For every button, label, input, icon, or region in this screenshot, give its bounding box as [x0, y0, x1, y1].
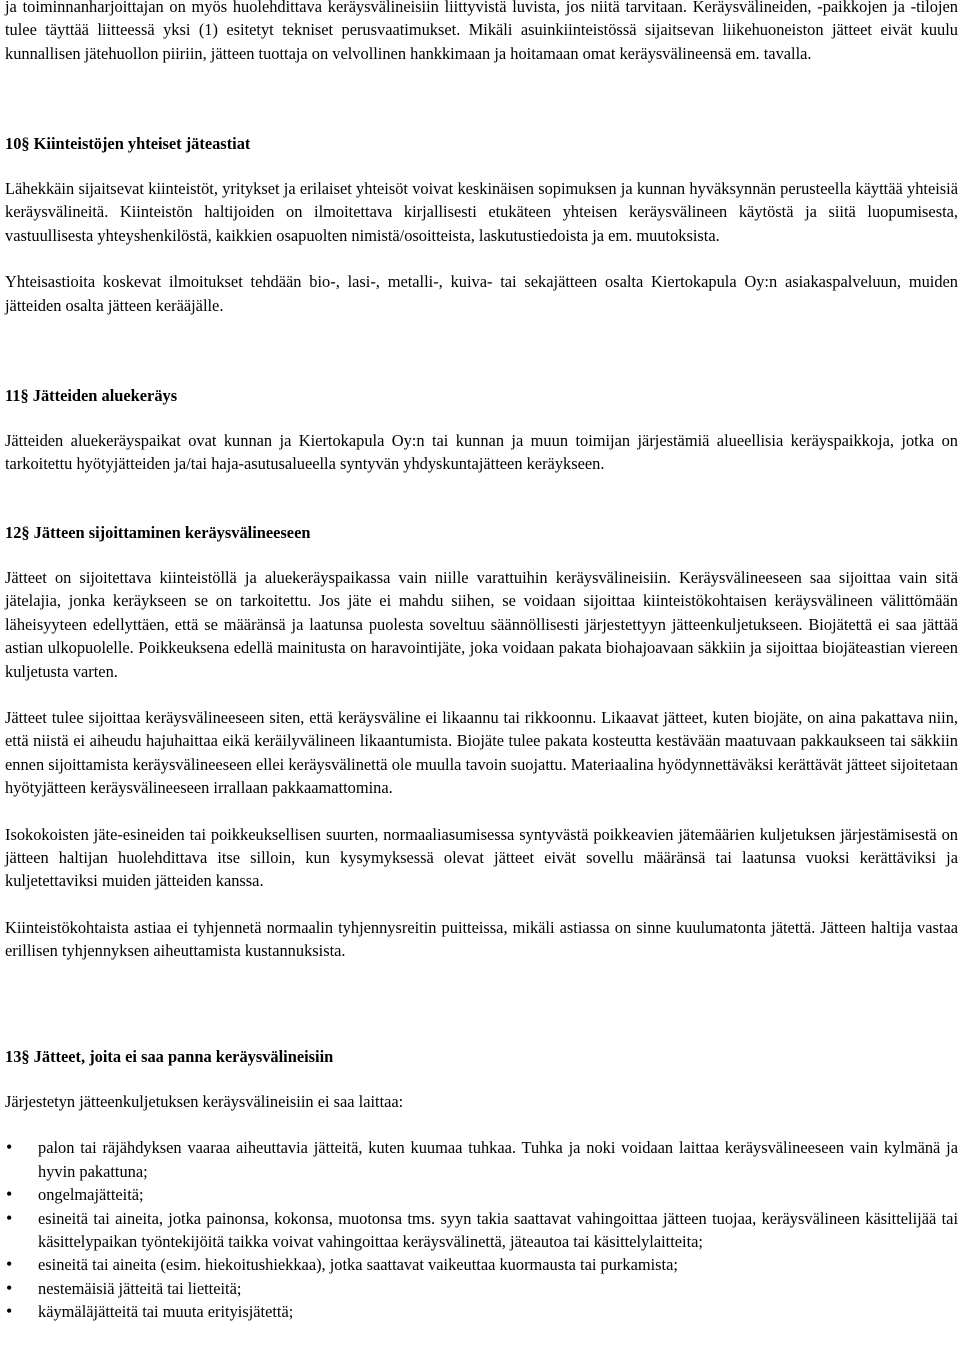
section-12-heading: 12§ Jätteen sijoittaminen keräysvälineeseen [5, 523, 311, 542]
section-13-intro: Järjestetyn jätteenkuljetuksen keräysvälineisiin ei saa laittaa: [5, 1092, 404, 1111]
section-13-heading: 13§ Jätteet, joita ei saa panna keräysvälineisiin [5, 1047, 334, 1066]
section-12-paragraph-2: Jätteet tulee sijoittaa keräysvälineeseen siten, että keräysväline ei likaannu tai rikkoonnu. Likaavat jätteet, kuten biojäte, on aina pakattava niin, että niistä ei aiheudu hajuhaittaa eikä keräilyvälineen likaantumista. Biojäte tulee pakata kosteutta kestävään maatuvaan pakkaukseen tai säkkiin ennen sijoittamista keräysvälineeseen ellei keräysvälinettä ole muulla tavoin suojattu. Materiaalina hyödynnettäväksi kerättävät jätteet sijoitetaan hyötyjätteen keräysvälineeseen irrallaan pakkaamattomina. [5, 708, 958, 798]
section-11-heading: 11§ Jätteiden aluekeräys [5, 386, 178, 405]
list-item: • esineitä tai aineita, jotka painonsa, kokonsa, muotonsa tms. syyn takia saattavat vahingoittaa jätteen tuojaa, keräysvälineen käsittelijää tai käsittelypaikan työntekijöitä taikka voivat vahingoittaa keräysvälinettä, jäteautoa tai käsittelylaitteita; [5, 1207, 958, 1254]
section-12 [5, 522, 958, 963]
section-10-paragraph-2: Yhteisastioita koskevat ilmoitukset tehdään bio-, lasi-, metalli-, kuiva- tai sekajätteen osalta Kiertokapula Oy:n asiakaspalveluun, muiden jätteiden osalta jätteen kerääjälle. [5, 272, 958, 315]
section-10 [5, 133, 958, 317]
section-10-heading: 10§ Kiinteistöjen yhteiset jäteastiat [5, 134, 251, 153]
list-item: • ongelmajätteitä; [5, 1183, 958, 1206]
section-13 [5, 1046, 958, 1324]
intro-paragraph: ja toiminnanharjoittajan on myös huolehdittava keräysvälineisiin liittyvistä luvista, jos niitä tarvitaan. Keräysvälineiden, -paikkojen ja -tilojen tulee täyttää liitteessä yksi (1) esitetyt tekniset perusvaatimukset. Mikäli asuinkiinteistössä sijaitsevan liikehuoneiston jätteet eivät kuulu kunnallisen jätehuollon piiriin, jätteen tuottaja on velvollinen hankkimaan ja hoitamaan omat keräysvälineensä em. tavalla. [5, 0, 958, 63]
list-item: • nestemäisiä jätteitä tai lietteitä; [5, 1277, 958, 1300]
section-11 [5, 385, 958, 476]
list-item: • palon tai räjähdyksen vaaraa aiheuttavia jätteitä, kuten kuumaa tuhkaa. Tuhka ja noki voidaan laittaa keräysvälineeseen vain kylmänä ja hyvin pakattuna; [5, 1136, 958, 1183]
prohibited-waste-list [5, 1136, 958, 1323]
section-12-paragraph-1: Jätteet on sijoitettava kiinteistöllä ja aluekeräyspaikassa vain niille varattuihin keräysvälineisiin. Keräysvälineeseen saa sijoittaa vain sitä jätelajia, jonka keräykseen se on tarkoitettu. Jos jäte ei mahdu siihen, se voidaan sijoittaa kiinteistökohtaisen keräysvälineen välittömään läheisyyteen edellyttäen, että se määränsä ja laatunsa puolesta soveltuu säännöllisesti järjestettyyn jätteenkuljetukseen. Biojätettä ei saa jättää astian ulkopuolelle. Poikkeuksena edellä mainitusta on haravointijäte, joka voidaan pakata biohajoavaan säkkiin ja sijoittaa biojäteastian viereen kuljetusta varten. [5, 568, 958, 681]
list-item: • käymäläjätteitä tai muuta erityisjätettä; [5, 1300, 958, 1323]
section-10-paragraph-1: Lähekkäin sijaitsevat kiinteistöt, yritykset ja erilaiset yhteisöt voivat keskinäisen sopimuksen ja kunnan hyväksynnän perusteella käyttää yhteisiä keräysvälineitä. Kiinteistön haltijoiden on ilmoitettava kirjallisesti etukäteen yhteisen keräysvälineen käytöstä ja siitä luopumisesta, vastuullisesta yhteyshenkilöstä, kaikkien osapuolten nimistä/osoitteista, laskutustiedoista ja em. muutoksista. [5, 179, 958, 245]
section-11-paragraph-1: Jätteiden aluekeräyspaikat ovat kunnan ja Kiertokapula Oy:n tai kunnan ja muun toimijan järjestämiä alueellisia keräyspaikkoja, jotka on tarkoitettu hyötyjätteiden ja/tai haja-asutusalueella syntyvän yhdyskuntajätteen keräykseen. [5, 431, 958, 474]
section-12-paragraph-4: Kiinteistökohtaista astiaa ei tyhjennetä normaalin tyhjennysreitin puitteissa, mikäli astiassa on sinne kuulumatonta jätettä. Jätteen haltija vastaa erillisen tyhjennyksen aiheuttamista kustannuksista. [5, 917, 958, 961]
intro-block [5, 0, 958, 65]
list-item: • esineitä tai aineita (esim. hiekoitushiekkaa), jotka saattavat vaikeuttaa kuormausta tai purkamista; [5, 1253, 958, 1276]
section-12-paragraph-3: Isokokoisten jäte-esineiden tai poikkeuksellisen suurten, normaaliasumisessa syntyvästä poikkeavien jätemäärien kuljetuksen järjestämisestä on jätteen haltijan huolehdittava itse silloin, kun kysymyksessä olevat jätteet eivät sovellu määränsä tai laatunsa vuoksi kerättäviksi ja kuljetettaviksi muiden jätteiden kanssa. [5, 824, 958, 891]
